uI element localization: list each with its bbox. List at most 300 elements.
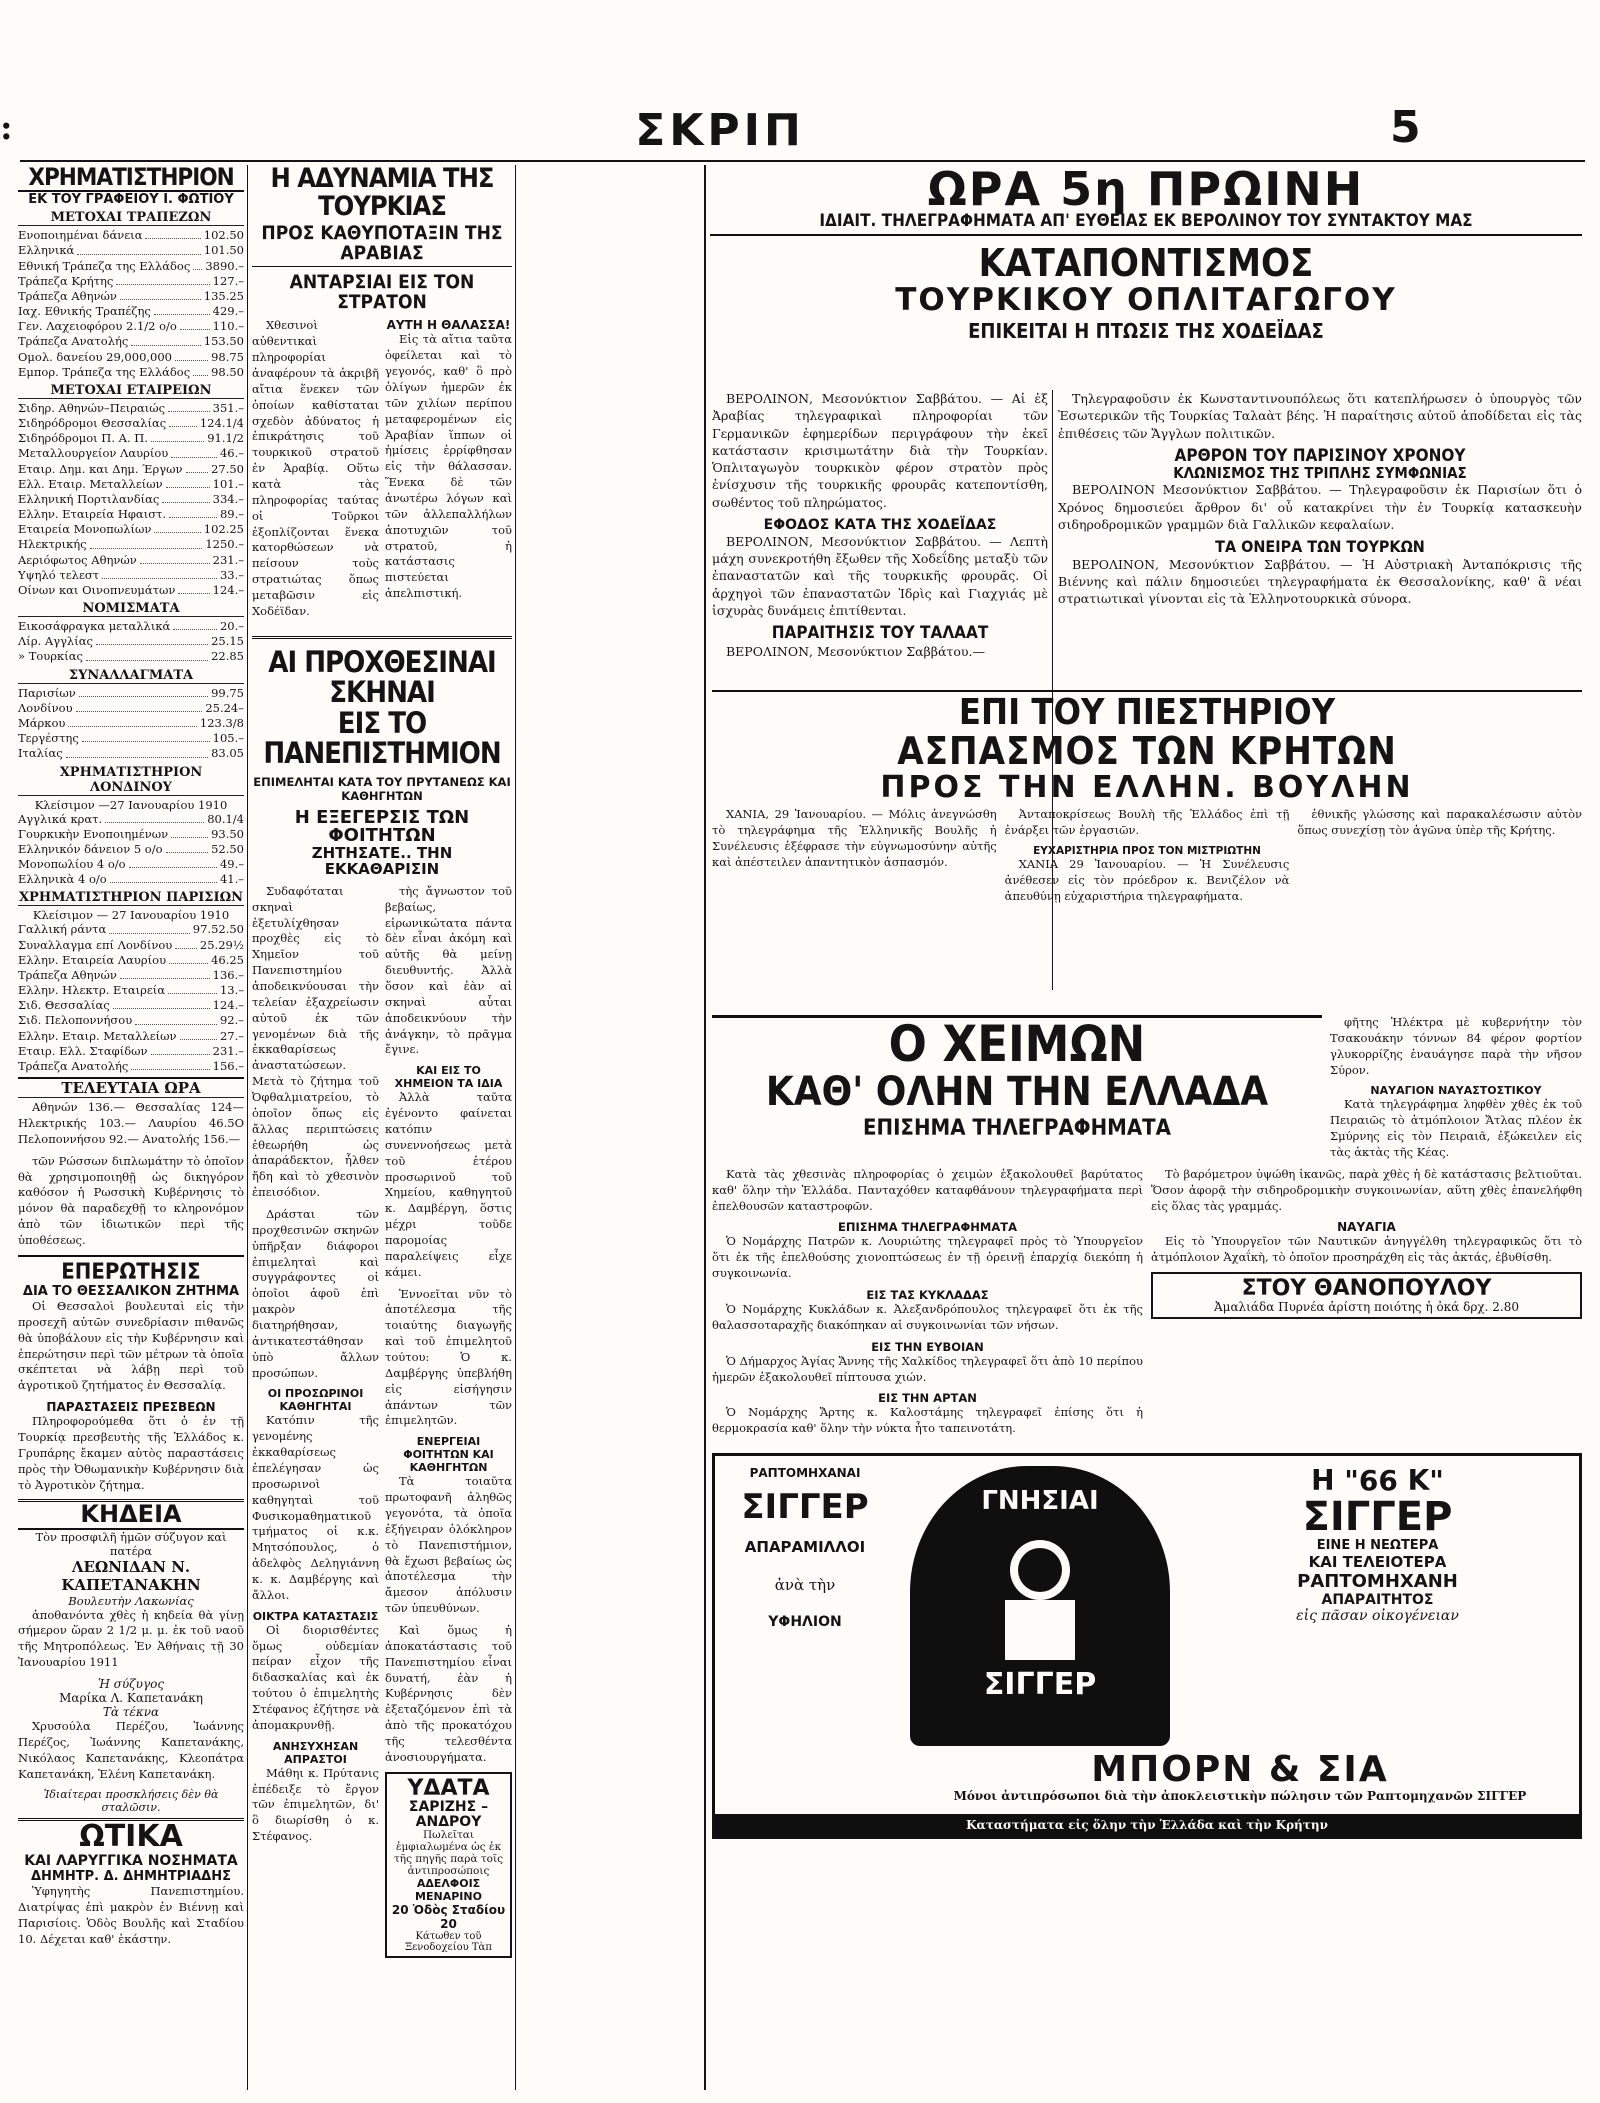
children-names: Χρυσούλα Περέζου, Ἰωάννης Περέζος, Ἰωάννης Καπετανάκης, Νικόλαος Καπετανάκης, Κλεοπάτρα Καπετανάκη, Ἑλένη Καπετανάκη.: [18, 1719, 244, 1781]
sinking-text: ΒΕΡΟΛΙΝΟΝ, Μεσονύκτιον Σαββάτου. — Αἱ ἐξ Ἀραβίας τηλεγραφικαὶ πληροφορίαι τῶν Γερμανικῶν ἐφημερίδων περιγράφουν τὴν ἐκεῖ κατάστασιν κρισιμωτάτην διὰ τὴν Τουρκίαν. Ὁπλιταγωγὸν τουρκικὸν φέρον στρατὸν πρὸς ἐνίσχυσιν τῆς τουρκικῆς φρουρᾶς κατεποντίσθη, σωθέντος τοῦ πληρώματος.: [712, 391, 1048, 510]
winter-text-e: Ὁ Νομάρχης Ἄρτης κ. Καλοστάμης τηλεγραφεῖ ἐπίσης ὅτι ἡ θερμοκρασία καθ' ὅλην τὴν νύκτα ἦτο ταπεινοτάτη.: [712, 1405, 1143, 1436]
official-telegram-heading: ΕΠΙΣΗΜΑ ΤΗΛΕΓΡΑΦΗΜΑΤΑ: [838, 1220, 1017, 1235]
university-text-g: Ἐννοεῖται νῦν τὸ ἀποτέλεσμα τῆς τοιαύτης διαγωγῆς καὶ τοῦ ἐπιμελητοῦ τούτου: Ὁ κ. Δαμβέργης ὑπεβλήθη εἰς εἰσήγησιν ἁπάντων τῶν ἐπιμελητῶν.: [385, 1286, 512, 1428]
price-row: [18, 857, 244, 872]
price-name: Ελλην. Εταιρεία Ηφαιστ.: [18, 507, 167, 522]
sinking-headline: ΚΑΤΑΠΟΝΤΙΣΜΟΣ: [978, 241, 1314, 286]
winter-text-i: Κατὰ τηλεγράφημα ληφθὲν χθὲς ἐκ τοῦ Πειραιῶς τὸ ἀτμόπλοιον Ἄτλας πλέον ἐκ Σμύρνης εἰς τὸν Πειραιᾶ, ἐξώκειλεν εἰς τὰς ἀκτὰς τῆς Κέας.: [1330, 1097, 1582, 1160]
london-date: Κλείσιμον —27 Ιανουαρίου 1910: [34, 797, 228, 812]
hodeida-text: ΒΕΡΟΛΙΝΟΝ, Μεσονύκτιον Σαββάτου. — Λεπτὴ μάχη συνεκροτήθη ἔξωθεν τῆς Χοδεΐδης μεταξὺ τῶν ἐπαναστατῶν καὶ τῆς τουρκικῆς φρουρᾶς. Οἱ ἀρχηγοὶ τῶν ἐπαναστατῶν Ἰδρὶς καὶ Γιαχγιάς μὲ ἰσχυρὰς δυνάμεις ἐπιτίθενται.: [712, 533, 1048, 618]
dot-leader: [145, 228, 200, 239]
price-row: [18, 1044, 244, 1059]
price-value: 91.1/2: [207, 431, 244, 446]
dot-leader: [131, 334, 200, 345]
singer-footer-text: Καταστήματα εἰς ὅλην τὴν Ἑλλάδα καὶ τὴν Κρήτην: [966, 1818, 1328, 1833]
anxious-heading: ΑΝΗΣΥΧΗΣΑΝ ΑΠΡΑΣΤΟΙ: [272, 1739, 359, 1766]
price-row: [18, 568, 244, 583]
price-value: 124.–: [212, 998, 244, 1013]
parliament-headline: ΕΠΙ ΤΟΥ ΠΙΕΣΤΗΡΙΟΥ: [712, 690, 1582, 732]
university-text-a: Συδαφόταται σκηναὶ ἐξετυλίχθησαν προχθὲς εἰς τὸ Χημεῖον τοῦ Πανεπιστημίου ἀποδεικνύουσαι τὴν τελείαν ἐξαχρείωσιν αὐτοῦ ἐκ τῶν γενομένων διὰ τῆς ἐκκαθαρίσεως ἀναστατώσεων. Μετὰ τὸ ζήτημα τοῦ Ὀφθαλμιατρείου, τὸ ὁποῖον ὅπως εἰς ἄλλας περιπτώσεις ἐθεωρήθη ὡς ἀπαράδεκτον, ἦλθεν ἤδη καὶ τὸ χθεσινὸν ἐπεισόδιον.: [252, 883, 379, 1200]
thanks-heading: ΕΥΧΑΡΙΣΤΗΡΙΑ ΠΡΟΣ ΤΟΝ ΜΙΣΤΡΙΩΤΗΝ: [1033, 844, 1261, 857]
university-text-e: τὴς ἄγνωστον τοῦ βεβαίως, εἰρωνικώτατα πάντα δὲν εἶναι ἀκόμη καὶ αὐτῆς θὰ μείνῃ διευθυντής. Ἀλλὰ ὅσον καὶ ἐὰν αἱ σκηναὶ αὗται ἀποδεικνύουν τὴν ἀνάγκην, τὸ πρᾶγμα ἔγινε.: [385, 883, 512, 1057]
price-name: Οίνων και Οινοπνευμάτων: [18, 582, 176, 597]
dot-leader: [79, 686, 208, 697]
dot-leader: [169, 416, 197, 427]
price-value: 49.–: [219, 857, 244, 872]
masthead-rule: [20, 160, 1585, 162]
london-heading: ΧΡΗΜΑΤΙΣΤΗΡΙΟΝ ΛΟΝΔΙΝΟΥ: [18, 765, 244, 796]
chemistry-heading: ΚΑΙ ΕΙΣ ΤΟ ΧΗΜΕΙΟΝ ΤΑ ΙΔΙΑ: [394, 1064, 503, 1091]
price-value: 124.–: [212, 582, 244, 597]
arabia-headline: ΠΡΟΣ ΚΑΘΥΠΟΤΑΞΙΝ ΤΗΣ ΑΡΑΒΙΑΣ: [252, 222, 512, 267]
price-name: Ελληνική Πορτιλανδίας: [18, 491, 160, 506]
dot-leader: [120, 968, 210, 979]
price-row: [18, 842, 244, 857]
price-name: Λονδίνου: [18, 700, 73, 715]
envoys-heading: ΠΑΡΑΣΤΑΣΕΙΣ ΠΡΕΣΒΕΩΝ: [46, 1400, 216, 1415]
winter-article: [712, 1015, 1582, 2090]
dot-leader: [113, 998, 210, 1009]
price-name: Παρισίων: [18, 685, 76, 700]
price-value: 429.–: [212, 304, 244, 319]
purge-headline: ΖΗΤΗΣΑΤΕ.. ΤΗΝ ΕΚΚΑΘΑΡΙΣΙΝ: [311, 844, 453, 879]
price-value: 89.–: [219, 507, 244, 522]
price-name: Γουρκικὴν Ενοποιημένων: [18, 826, 169, 841]
winter-top: [712, 1015, 1582, 1167]
price-name: Τράπεζα Αθηνών: [18, 967, 117, 982]
price-row: [18, 649, 244, 664]
singer-world: ΥΦΗΛΙΟΝ: [768, 1613, 842, 1630]
price-value: 33.–: [219, 567, 244, 582]
price-name: Σιδ. Θεσσαλίας: [18, 998, 110, 1013]
price-row: [18, 827, 244, 842]
price-row: [18, 953, 244, 968]
university-text-d: Οἱ διορισθέντες ὅμως οὐδεμίαν πείραν εἶχον τῆς διδασκαλίας καὶ ἐκ τούτου ὁ ἐπιμελητὴς Στέφανος ἐζήτησε νὰ ἀπομακρυνθῇ.: [252, 1622, 379, 1732]
troopship-headline: ΤΟΥΡΚΙΚΟΥ ΟΠΛΙΤΑΓΩΓΟΥ: [895, 282, 1397, 319]
price-row: [18, 365, 244, 380]
price-value: 102.50: [203, 228, 244, 243]
price-row: [18, 746, 244, 761]
price-row: [18, 259, 244, 274]
price-value: 124.1/4: [199, 416, 244, 431]
shipwrecks-heading: ΝΑΥΑΓΙΑ: [1337, 1220, 1396, 1235]
dot-leader: [186, 462, 209, 473]
stock-exchange-title: ΧΡΗΜΑΤΙΣΤΗΡΙΟΝ: [18, 165, 244, 192]
price-value: 98.75: [211, 349, 244, 364]
crete-middle-column: [1005, 807, 1290, 910]
winter-text-d: Ὁ Δήμαρχος Ἁγίας Ἄννης τῆς Χαλκίδος τηλεγραφεῖ ὅτι ἀπὸ 10 περίπου ἡμερῶν ἐξακολουθεῖ πίπτουσα χιών.: [712, 1353, 1143, 1384]
price-row: [18, 289, 244, 304]
thanopoulos-text: Ἀμαλιάδα Πυρνέα ἀρίστη ποιότης ἡ ὀκά δρχ. 2.80: [1213, 1300, 1519, 1315]
dot-leader: [178, 583, 209, 594]
clinic-heading: ΩΤΙΚΑ: [18, 1818, 244, 1853]
winter-text-b: Ὁ Νομάρχης Πατρῶν κ. Λουριώτης τηλεγραφεῖ πρὸς τὸ Ὑπουργεῖον ὅτι ἐκ τῆς ἐπελθούσης χιονοπτώσεως ἐν τῇ ὀρεινῇ ἐπαρχίᾳ διεκόπη ἡ συγκοινωνία.: [712, 1234, 1143, 1281]
thanopoulos-heading: ΣΤΟΥ ΘΑΝΟΠΟΥΛΟΥ: [1241, 1276, 1492, 1302]
university-text-f: Ἀλλὰ ταῦτα ἐγένοντο φαίνεται κατόπιν συνεννοήσεως μετὰ τοῦ ἑτέρου προσωρινοῦ τοῦ Χημείου, καθηγητοῦ κ. Δαμβέργη, ὅστις μέχρι τοῦδε παρομοίας παραλείψεις εἶχε κάμει.: [385, 1090, 512, 1279]
sea-heading: ΑΥΤΗ Η ΘΑΛΑΣΣΑ!: [386, 318, 511, 333]
crete-text-b: Ἀνταποκρίσεως Βουλὴ τῆς Ἑλλάδος ἐπὶ τῇ ἐνάρξει τῶν ἐργασιῶν.: [1004, 807, 1290, 838]
paris-date: Κλείσιμον — 27 Ιανουαρίου 1910: [32, 908, 230, 923]
temporary-professors-heading: ΟΙ ΠΡΟΣΩΡΙΝΟΙ ΚΑΘΗΓΗΤΑΙ: [267, 1387, 364, 1414]
price-value: 101.–: [212, 476, 244, 491]
clinic-text: Ὑφηγητὴς Πανεπιστημίου. Διατρίψας ἐπὶ μακρὸν ἐν Βιέννῃ καὶ Παρισίοις. Ὁδὸς Βουλῆς καὶ Σταδίου 10. Δέχεται καθ' ἑκάστην.: [18, 1883, 244, 1946]
euboea-heading: ΕΙΣ ΤΗΝ ΕΥΒΟΙΑΝ: [871, 1339, 984, 1354]
singer-right-text: [1185, 1466, 1570, 1623]
price-value: 25.29½: [199, 937, 244, 952]
singer-every-family: εἰς πᾶσαν οἰκογένειαν: [1296, 1607, 1459, 1624]
price-name: Τεργέστης: [18, 731, 79, 746]
price-value: 93.50: [211, 826, 244, 841]
russia-text: τῶν Ρώσσων διπλωμάτην τὸ ὁποῖον θὰ χρησιμοποιηθῇ ὡς δικηγόρον καθόσον ἡ Ρωσσικὴ Κυβέρνησις τὸ μόνον θὰ παραδεχθῇ το κληρονόμον ἀπὸ τῶν ἰδιωτικῶν περὶ τῆς ὑποθέσεως.: [18, 1153, 244, 1247]
winter-text-c: Ὁ Νομάρχης Κυκλάδων κ. Ἀλεξανδρόπουλος τηλεγραφεῖ ὅτι ἐκ τῆς θαλασσοταραχῆς διακόπηκαν αἱ συγκοινωνίαι τῶν νήσων.: [712, 1302, 1143, 1332]
price-row: [18, 522, 244, 537]
sea-block: [385, 318, 512, 625]
greek-parliament-headline: ΠΡΟΣ ΤΗΝ ΕΛΛΗΝ. ΒΟΥΛΗΝ: [880, 769, 1414, 805]
masthead-left-mark: :: [0, 108, 13, 148]
dot-leader: [171, 827, 208, 838]
water-note: Κάτωθεν τοῦ Ξενοδοχείου Τὰπ: [405, 1931, 492, 1954]
university-text-columns: [252, 884, 512, 1958]
crete-text-c: ΧΑΝΙΑ 29 Ἰανουαρίου. — Ἡ Συνέλευσις ἀνέθεσεν εἰς τὸν πρόεδρον κ. Βενιζέλον νὰ ἀπευθύνῃ εὐχαριστήρια τηλεγραφήματα.: [1004, 856, 1290, 903]
deceased-role: Βουλευτὴν Λακωνίας: [68, 1593, 194, 1608]
price-name: Εικοσάφραγκα μεταλλικά: [18, 619, 171, 634]
price-row: [18, 243, 244, 258]
dot-leader: [162, 492, 209, 503]
envoys-text: Πληροφορούμεθα ὅτι ὁ ἐν τῇ Τουρκίᾳ πρεσβευτὴς τῆς Ἑλλάδος κ. Γρυπάρης ἔκαμεν αὐτὸς παραστάσεις πρὸς τὴν Ὀθωμανικὴν Κυβέρνησιν διὰ τὸ Ἀγροτικὸν ζήτημα.: [18, 1414, 244, 1492]
price-row: [18, 1059, 244, 1074]
winter-headline-block: [712, 1015, 1322, 1167]
newspaper-title: ΣΚΡΙΠ: [635, 105, 805, 156]
dot-leader: [151, 431, 204, 442]
hodeida-attack-heading: ΕΦΟΔΟΣ ΚΑΤΑ ΤΗΣ ΧΟΔΕΪΔΑΣ: [763, 516, 997, 533]
university-left-column: [252, 884, 379, 1958]
dot-leader: [193, 365, 208, 376]
interpellation-subheading: ΔΙΑ ΤΟ ΘΕΣΣΑΛΙΚΟΝ ΖΗΤΗΜΑ: [22, 1283, 240, 1299]
thanopoulos-advertisement: [1151, 1272, 1582, 1319]
singer-model: Η "66 Κ": [1311, 1464, 1444, 1498]
dot-leader: [120, 289, 201, 300]
price-value: 27.–: [219, 1028, 244, 1043]
funeral-text: ἀποθανόντα χθὲς ἡ κηδεία θὰ γίνῃ σήμερον ὥραν 2 1/2 μ. μ. ἐκ τοῦ ναοῦ τῆς Μητροπόλεως. Ἐν Ἀθήναις τῇ 30 Ἰανουαρίου 1911: [18, 1607, 244, 1670]
price-row: [18, 274, 244, 289]
price-row: [18, 462, 244, 477]
turkey-university-column: [252, 165, 512, 2090]
dot-leader: [166, 842, 209, 853]
price-row: [18, 812, 244, 827]
pitiful-state-heading: ΟΙΚΤΡΑ ΚΑΤΑΣΤΑΣΙΣ: [252, 1609, 379, 1623]
price-name: Ενοποιημέναι δάνεια: [18, 228, 143, 243]
price-name: Γαλλική ράντα: [18, 922, 107, 937]
price-name: Γεν. Λαχειοφόρου 2.1/2 ο/ο: [18, 319, 177, 334]
price-row: [18, 334, 244, 349]
official-telegrams-headline: ΕΠΙΣΗΜΑ ΤΗΛΕΓΡΑΦΗΜΑΤΑ: [862, 1115, 1171, 1141]
currency-list: [18, 619, 244, 665]
price-name: Τράπεζα Ανατολής: [18, 1058, 129, 1073]
berlin-telegrams-subheading: ΙΔΙΑΙΤ. ΤΗΛΕΓΡΑΦΗΜΑΤΑ ΑΠ' ΕΥΘΕΙΑΣ ΕΚ ΒΕΡΟΛΙΝΟΥ ΤΟΥ ΣΥΝΤΑΚΤΟΥ ΜΑΣ: [710, 213, 1582, 236]
dot-leader: [173, 619, 217, 630]
price-value: 231.–: [212, 552, 244, 567]
singer-dealer-name: ΜΠΟΡΝ & ΣΙΑ: [1091, 1749, 1389, 1791]
students-professors-heading: ΕΝΕΡΓΕΙΑΙ ΦΟΙΤΗΤΩΝ ΚΑΙ ΚΑΘΗΓΗΤΩΝ: [403, 1435, 494, 1475]
dot-leader: [151, 1044, 210, 1055]
singer-name-right: ΣΙΓΓΕΡ: [1302, 1493, 1453, 1540]
paris-list: [18, 922, 244, 1074]
cretan-greeting-headline: ΑΣΠΑΣΜΟΣ ΤΩΝ ΚΡΗΤΩΝ: [897, 728, 1397, 773]
university-right-column: [385, 884, 512, 1958]
price-name: Ελλην. Εταιρ. Μεταλλείων: [18, 1028, 177, 1043]
price-row: [18, 701, 244, 716]
university-text-j: Μάθηι κ. Πρύτανις ἐπέδειξε τὸ ἔργον τῶν ἐπιμελητῶν, δι' ὃ διωρίσθη ὁ κ. Στέφανος.: [252, 1765, 379, 1844]
column-rule-2: [515, 165, 516, 2090]
price-name: Εμπορ. Τράπεζα της Ελλάδος: [18, 364, 191, 379]
dot-leader: [90, 537, 203, 548]
price-value: 105.–: [212, 731, 244, 746]
crete-article: [712, 690, 1582, 1010]
price-value: 22.85: [211, 649, 244, 664]
price-value: 136.–: [212, 967, 244, 982]
dot-leader: [166, 477, 210, 488]
price-row: [18, 619, 244, 634]
dot-leader: [154, 304, 210, 315]
winter-text-h: φῆτης Ἠλέκτρα μὲ κυβερνήτην τὸν Τσακουάκην τόννων 84 φέρον φορτίον γλυκορρίζης ἐναυάγησε παρὰ τὴν νῆσον Σύρον.: [1330, 1015, 1582, 1077]
price-name: Σιδ. Πελοποννήσου: [18, 1013, 133, 1028]
currency-heading: ΝΟΜΙΣΜΑΤΑ: [18, 601, 244, 617]
turkey-headline: Η ΑΔΥΝΑΜΙΑ ΤΗΣ ΤΟΥΡΚΙΑΣ: [270, 165, 494, 223]
price-value: 13.–: [219, 983, 244, 998]
turkey-text-b: Εἰς τὰ αἴτια ταῦτα ὀφείλεται καὶ τὸ γεγονός, καθ' ὃ πρὸ ὀλίγων ἡμερῶν ἐκ τῶν χιλίων περίπου μεταφερομένων εἰς Ἀραβίαν ἵππων οἱ ἡμίσεις ἐρρίφθησαν εἰς τὴν θάλασσαν. Ἕνεκα δὲ τῶν ἀνωτέρω λόγων καὶ τῶν ἀλλεπαλλήλων ἀποτυχιῶν τοῦ στρατοῦ, ἡ κατάστασις πιστεύεται ἀπελπιστική.: [385, 332, 512, 601]
wreck-atlas-heading: ΝΑΥΑΓΙΟΝ ΝΑΥΑΣΤΟΣΤΙΚΟΥ: [1370, 1084, 1542, 1098]
singer-machine: ΡΑΠΤΟΜΗΧΑΝΗ: [1297, 1570, 1458, 1592]
triple-alliance-heading: ΚΛΩΝΙΣΜΟΣ ΤΗΣ ΤΡΙΠΛΗΣ ΣΥΜΦΩΝΙΑΣ: [1173, 463, 1467, 482]
winter-left-column: [712, 1167, 1143, 1443]
dot-leader: [86, 649, 208, 660]
price-value: 127.–: [212, 273, 244, 288]
price-name: Ηλεκτρικής: [18, 537, 87, 552]
price-name: Σιδηρόδρομοι Θεσσαλίας: [18, 416, 167, 431]
price-value: 156.–: [212, 1058, 244, 1073]
singer-most-perfect: ΚΑΙ ΤΕΛΕΙΟΤΕΡΑ: [1308, 1552, 1447, 1571]
exchange-list: [18, 686, 244, 762]
dot-leader: [116, 274, 209, 285]
price-row: [18, 1013, 244, 1028]
price-row: [18, 350, 244, 365]
price-name: Εθνική Τράπεζα της Ελλάδος: [18, 258, 191, 273]
price-value: 231.–: [212, 1043, 244, 1058]
price-row: [18, 492, 244, 507]
water-text: Πωλεῖται ἐμφιαλωμένα ὡς ἐκ τῆς πηγῆς παρὰ τοῖς ἀντιπροσώποις: [393, 1829, 503, 1878]
water-address: 20 Ὁδὸς Σταδίου 20: [391, 1903, 506, 1932]
dot-leader: [169, 953, 208, 964]
column-rule-1: [247, 165, 248, 2090]
dot-leader: [96, 634, 208, 645]
singer-name-left: ΣΙΓΓΕΡ: [741, 1487, 869, 1528]
price-row: [18, 998, 244, 1013]
price-value: 46.–: [219, 446, 244, 461]
singer-newest: ΕΙΝΕ Η ΝΕΩΤΕΡΑ: [1316, 1537, 1439, 1553]
spouse-label: Ἡ σύζυγος: [97, 1677, 165, 1691]
price-row: [18, 431, 244, 446]
bank-shares-list: [18, 228, 244, 380]
bank-shares-heading: ΜΕΤΟΧΑΙ ΤΡΑΠΕΖΩΝ: [18, 210, 244, 226]
price-value: 52.50: [211, 841, 244, 856]
water-heading: ΥΔΑΤΑ: [407, 1775, 490, 1801]
dot-leader: [102, 568, 217, 579]
company-shares-heading: ΜΕΤΟΧΑΙ ΕΤΑΙΡΕΙΩΝ: [18, 383, 244, 399]
early-hour-headline: ΩΡΑ 5η ΠΡΩΙΝΗ: [927, 165, 1365, 216]
children-label: Τὰ τέκνα: [102, 1705, 160, 1719]
berlin-right-column: [1058, 390, 1582, 690]
dot-leader: [110, 872, 217, 883]
singer-dealer-text: Μόνοι ἀντιπρόσωποι διὰ τὴν ἀποκλειστικὴν πώλησιν τῶν Ραπτομηχανῶν ΣΙΓΓΕΡ: [953, 1788, 1527, 1803]
price-name: Εταιρ. Δημ. και Δημ. Έργων: [18, 461, 183, 476]
price-value: 92.–: [219, 1013, 244, 1028]
price-value: 110.–: [212, 319, 244, 334]
price-name: Ιαχ. Εθνικής Τραπέζης: [18, 304, 151, 319]
water-advertisement: [385, 1772, 512, 1958]
price-value: 135.25: [203, 288, 244, 303]
price-row: [18, 634, 244, 649]
price-row: [18, 1029, 244, 1044]
price-row: [18, 583, 244, 598]
price-row: [18, 938, 244, 953]
price-name: Ελλ. Εταιρ. Μεταλλείων: [18, 476, 163, 491]
talaat-heading: ΠΑΡΑΙΤΗΣΙΣ ΤΟΥ ΤΑΛΑΑΤ: [771, 623, 989, 643]
mutiny-headline: ΑΝΤΑΡΣΙΑΙ ΕΙΣ ΤΟΝ ΣΤΡΑΤΟΝ: [289, 270, 475, 313]
price-row: [18, 968, 244, 983]
university-article: [252, 636, 512, 1958]
last-hour-heading: ΤΕΛΕΥΤΑΙΑ ΩΡΑ: [18, 1077, 244, 1098]
price-name: Εταιρ. Ελλ. Σταφίδων: [18, 1043, 148, 1058]
price-value: 123.3/8: [199, 716, 244, 730]
price-value: 25.24–: [205, 700, 244, 715]
price-name: Μεταλλουργείον Λαυρίου: [18, 446, 169, 461]
crete-text-a: ΧΑΝΙΑ, 29 Ἰανουαρίου. — Μόλις ἀνεγνώσθη τὸ τηλεγράφημα τῆς Ἑλληνικῆς Βουλῆς ἡ Συνέλευσις ἐξέφρασε τὴν εὐγνωμοσύνην αὐτῆς καὶ ἀπέστειλεν ἀπαντητικὸν ἀσπασμόν.: [712, 807, 997, 869]
singer-unrivaled: ΑΠΑΡΑΜΙΛΛΟΙ: [744, 1537, 866, 1556]
masthead: [0, 0, 1600, 156]
interpellation-heading: ΕΠΕΡΩΤΗΣΙΣ: [18, 1255, 244, 1284]
price-name: Εταιρεία Μονοπωλίων: [18, 522, 152, 537]
price-name: Τράπεζα Ανατολής: [18, 334, 129, 349]
page-number: 5: [1390, 102, 1421, 153]
dot-leader: [82, 731, 210, 742]
price-name: Σιδηρόδρομοι Π. Α. Π.: [18, 431, 148, 446]
price-value: 153.50: [203, 334, 244, 349]
last-hour-text: Αθηνών 136.— Θεσσαλίας 124— Ηλεκτρικής 103.— Λαυρίου 46.5Ο Πελοποννήσου 92.— Ανατολής 156.—: [18, 1100, 244, 1146]
price-name: Τράπεζα Κρήτης: [18, 273, 114, 288]
wreck-side-column: [1322, 1015, 1582, 1167]
price-name: Υψηλό τελεστ: [18, 567, 100, 582]
price-row: [18, 731, 244, 746]
price-name: » Τουρκίας: [18, 649, 83, 664]
price-row: [18, 319, 244, 334]
funeral-intro: Τὸν προσφιλῆ ἡμῶν σύζυγον καὶ πατέρα: [35, 1529, 227, 1558]
dot-leader: [140, 553, 210, 564]
all-greece-headline: ΚΑΘ' ΟΛΗΝ ΤΗΝ ΕΛΛΑΔΑ: [765, 1068, 1269, 1115]
dot-leader: [175, 938, 197, 949]
price-value: 99.75: [211, 685, 244, 700]
price-row: [18, 553, 244, 568]
price-name: Ελληνικὰ 4 ο/ο: [18, 872, 107, 887]
dot-leader: [66, 746, 208, 757]
singer-footer-band: [715, 1814, 1579, 1836]
crete-text-columns: [712, 807, 1582, 910]
stock-source: ΕΚ ΤΟΥ ΓΡΑΦΕΙΟΥ Ι. ΦΩΤΙΟΥ: [28, 192, 234, 208]
company-shares-list: [18, 401, 244, 598]
price-row: [18, 507, 244, 522]
price-value: 97.52.50: [192, 922, 244, 937]
talaat-text: ΒΕΡΟΛΙΝΟΝ, Μεσονύκτιον Σαββάτου.—: [726, 643, 985, 659]
university-text-h: Τὰ τοιαῦτα πρωτοφανῆ ἀληθῶς γεγονότα, τὰ ὁποῖα ἐξήγειραν ὁλόκληρον τὸ Πανεπιστήμιον, θὰ ἔχωσι βεβαίως ὡς ἀποτέλεσμα τὴν ἄμεσον ἀπόλυσιν τῶν ὑπευθύνων.: [385, 1474, 512, 1616]
dot-leader: [175, 350, 208, 361]
price-row: [18, 537, 244, 552]
turkish-dreams-heading: ΤΑ ΟΝΕΙΡΑ ΤΩΝ ΤΟΥΡΚΩΝ: [1215, 537, 1425, 557]
price-name: Ελλην. Ηλεκτρ. Εταιρεία: [18, 983, 166, 998]
price-name: Μονοπωλίου 4 ο/ο: [18, 857, 126, 872]
dot-leader: [180, 1029, 217, 1040]
paris-times-text: ΒΕΡΟΛΙΝΟΝ Μεσονύκτιον Σαββάτου. — Τηλεγραφοῦσιν ἐκ Παρισίων ὅτι ὁ Χρόνος δημοσιεύει ἄρθρον δι' οὗ κατακρίνει τὴν ἐν Τουρκίᾳ κατασκευὴν σιδηροδρομικῶν γραμμῶν διὰ Γαλλικῶν κεφαλαίων.: [1058, 482, 1582, 532]
university-headline-1: ΑΙ ΠΡΟΧΘΕΣΙΝΑΙ ΣΚΗΝΑΙ: [268, 644, 496, 710]
dot-leader: [168, 983, 217, 994]
dot-leader: [169, 507, 217, 518]
winter-text-a: Κατὰ τὰς χθεσινὰς πληροφορίας ὁ χειμὼν ἐξακολουθεῖ βαρύτατος καθ' ὅλην τὴν Ἑλλάδα. Πανταχόθεν καταφθάνουν τηλεγραφήματα περὶ ἐπελθουσῶν καταστροφῶν.: [712, 1166, 1143, 1213]
price-name: Ελλην. Εταιρεία Λαυρίου: [18, 952, 167, 967]
hodeida-fall-headline: ΕΠΙΚΕΙΤΑΙ Η ΠΤΩΣΙΣ ΤΗΣ ΧΟΔΕΪΔΑΣ: [968, 318, 1324, 343]
price-name: Τράπεζα Αθηνών: [18, 288, 117, 303]
funeral-note: Ἰδιαίτεραι προσκλήσεις δὲν θὰ σταλῶσιν.: [43, 1788, 219, 1815]
price-name: Αεριόφωτος Αθηνών: [18, 552, 137, 567]
paris-times-heading: ΑΡΘΡΟΝ ΤΟΥ ΠΑΡΙΣΙΝΟΥ ΧΡΟΝΟΥ: [1174, 445, 1466, 466]
exchange-heading: ΣΥΝΑΛΛΑΓΜΑΤΑ: [18, 668, 244, 684]
price-name: Σιδηρ. Αθηνών–Πειραιώς: [18, 400, 166, 415]
price-row: [18, 401, 244, 416]
university-subheading: ΕΠΙΜΕΛΗΤΑΙ ΚΑΤΑ ΤΟΥ ΠΡΥΤΑΝΕΩΣ ΚΑΙ ΚΑΘΗΓΗΤΩΝ: [253, 774, 511, 803]
price-row: [18, 228, 244, 243]
price-row: [18, 416, 244, 431]
university-text-c: Κατόπιν τῆς γενομένης ἐκκαθαρίσεως ἐπελέγησαν ὡς προσωρινοὶ καθηγηταὶ τοῦ Φυσικομαθηματικοῦ τμήματος οἱ κ.κ. Μητσόπουλος, ὁ ἀδελφὸς Δεληγιάννη κ. κ. Δαμβέργης καὶ ἄλλοι.: [252, 1413, 379, 1602]
price-value: 101.50: [203, 243, 244, 258]
singer-left-text: [725, 1466, 885, 1630]
dot-leader: [77, 243, 200, 254]
price-value: 351.–: [212, 400, 244, 415]
university-headline-2: ΕΙΣ ΤΟ ΠΑΝΕΠΙΣΤΗΜΙΟΝ: [263, 705, 501, 771]
price-value: 27.50: [211, 461, 244, 476]
dot-leader: [68, 716, 196, 727]
paris-heading: ΧΡΗΜΑΤΙΣΤΗΡΙΟΝ ΠΑΡΙΣΙΩΝ: [18, 890, 244, 906]
singer-seamstress-icon: [910, 1515, 1170, 1665]
singer-ana: ἀνὰ τὴν: [774, 1575, 836, 1594]
price-row: [18, 872, 244, 887]
water-agents: ΑΔΕΛΦΟΙΣ ΜΕΝΑΡΙΝΟ: [415, 1877, 482, 1904]
price-value: 98.50: [211, 364, 244, 379]
stock-exchange-column: [18, 165, 244, 2090]
price-row: [18, 716, 244, 731]
price-row: [18, 446, 244, 461]
clinic-subheading: ΚΑΙ ΛΑΡΥΓΓΙΚΑ ΝΟΣΗΜΑΤΑ: [24, 1852, 238, 1869]
singer-dealer-block: [905, 1751, 1575, 1803]
price-name: Συναλλαγμα επί Λονδίνου: [18, 937, 173, 952]
interpellation-text: Οἱ Θεσσαλοὶ βουλευταὶ εἰς τὴν προσεχῆ αὐτῶν συνεδρίασιν πιθανῶς θὰ ὑποβάλουν εἰς τὴν Κυβέρνησιν καὶ ἐπερώτησιν περὶ τῶν μέτρων τὰ ὁποῖα σκέπτεται νὰ λάβῃ περὶ τοῦ ἀγροτικοῦ ζητήματος ἐν Θεσσαλίᾳ.: [18, 1298, 244, 1393]
dot-leader: [168, 401, 210, 412]
winter-lower: [712, 1167, 1582, 1443]
singer-emblem: [910, 1466, 1170, 1746]
singer-genuine: ΓΝΗΣΙΑΙ: [981, 1486, 1099, 1517]
price-value: 25.15: [211, 634, 244, 649]
dot-leader: [154, 522, 200, 533]
price-name: Ιταλίας: [18, 746, 63, 761]
clinic-doctor: ΔΗΜΗΤΡ. Δ. ΔΗΜΗΤΡΙΑΔΗΣ: [30, 1868, 231, 1884]
price-name: Ελληνικά: [18, 243, 75, 258]
university-text-b: Δράσται τῶν προχθεσινῶν σκηνῶν ὑπῆρξαν διάφοροι ἐπιμεληταὶ καὶ συγγράφοντες οἱ ὁποῖοι ἀφοῦ ἐπὶ μακρὸν διατηρήθησαν, ἀντικατεστάθησαν ὑπὸ ἄλλων προσώπων.: [252, 1206, 379, 1380]
